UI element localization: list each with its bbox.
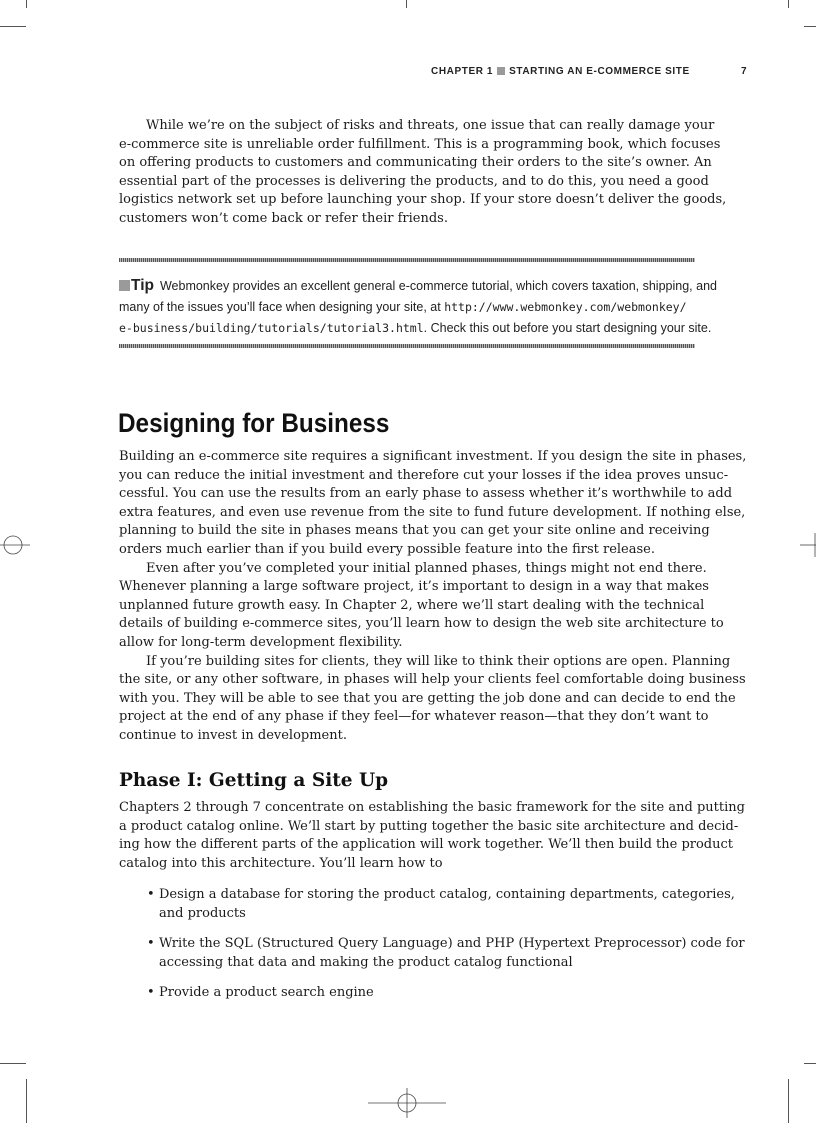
list-item: • Provide a product search engine bbox=[147, 985, 374, 1000]
text-line: project at the end of any phase if they feel—for whatever reason—that they don’t want to bbox=[119, 709, 709, 725]
text-line: ing how the different parts of the application will work together. We’ll then build the product bbox=[119, 837, 734, 853]
text-line: Chapters 2 through 7 concentrate on establishing the basic framework for the site and putting bbox=[119, 800, 745, 815]
section-heading: Designing for Business bbox=[118, 408, 390, 438]
bullet-icon: • bbox=[147, 985, 155, 1000]
text-line: customers won’t come back or refer their friends. bbox=[119, 210, 448, 226]
tip-square-icon bbox=[119, 280, 130, 291]
text-line: a product catalog online. We’ll start by putting together the basic site architecture and decid- bbox=[119, 818, 739, 834]
crop-mark bbox=[406, 0, 407, 8]
text-line: e-commerce site is unreliable order fulfillment. This is a programming book, which focuses bbox=[119, 136, 721, 152]
subsection-heading: Phase I: Getting a Site Up bbox=[119, 770, 389, 791]
tip-top-rule bbox=[119, 258, 695, 262]
tip-text: . Check this out before you start designing your site. bbox=[423, 321, 712, 335]
bullet-list bbox=[147, 885, 735, 923]
text-line: logistics network set up before launching your shop. If your store doesn’t deliver the goods, bbox=[119, 192, 727, 208]
text-line: If you’re building sites for clients, they will like to think their options are open. Planning bbox=[146, 653, 731, 669]
crop-mark bbox=[0, 1063, 26, 1064]
page-number: 7 bbox=[741, 66, 748, 77]
intro-paragraph bbox=[119, 117, 727, 229]
crop-mark bbox=[788, 0, 789, 8]
text-line: on offering products to customers and communicating their orders to the site’s owner. An bbox=[119, 155, 712, 171]
list-item: • Write the SQL (Structured Query Language) and PHP (Hypertext Preprocessor) code for accessing that data and making the product catalog functional bbox=[147, 936, 745, 970]
text-line: While we’re on the subject of risks and threats, one issue that can really damage your bbox=[146, 118, 715, 133]
tip-text: many of the issues you’ll face when designing your site, at bbox=[119, 300, 445, 314]
registration-mark bbox=[368, 1088, 446, 1118]
crop-mark bbox=[788, 1079, 789, 1123]
text-line: planning to build the site in phases means that you can get your site online and receiving bbox=[119, 523, 710, 539]
crop-mark bbox=[804, 1063, 816, 1064]
crop-mark bbox=[26, 0, 27, 8]
crop-mark bbox=[804, 26, 816, 27]
registration-mark bbox=[800, 530, 816, 560]
tip-label: Tip bbox=[131, 277, 154, 294]
text-line: Even after you’ve completed your initial planned phases, things might not end there. bbox=[146, 560, 707, 576]
text-line: details of building e-commerce sites, you’ll learn how to design the web site architecture to bbox=[119, 616, 724, 632]
text-line: continue to invest in development. bbox=[119, 727, 347, 743]
bullet-icon: • bbox=[147, 936, 155, 951]
crop-mark bbox=[0, 26, 26, 27]
registration-mark bbox=[0, 530, 30, 560]
text-line: Whenever planning a large software project, it’s important to design in a way that makes bbox=[119, 579, 709, 595]
bullet-icon: • bbox=[147, 887, 155, 902]
text-line: allow for long-term development flexibility. bbox=[119, 634, 403, 650]
running-header bbox=[431, 66, 751, 80]
text-line: with you. They will be able to see that you are getting the job done and can decide to end the bbox=[119, 690, 736, 706]
tip-text: Webmonkey provides an excellent general e-commerce tutorial, which covers taxation, shipping, and bbox=[159, 279, 717, 293]
text-line: essential part of the processes is delivering the products, and to do this, you need a good bbox=[119, 173, 709, 189]
tip-url: e-business/building/tutorials/tutorial3.html bbox=[119, 321, 424, 335]
text-line: orders much earlier than if you build every possible feature into the first release. bbox=[119, 541, 655, 557]
text-line: catalog into this architecture. You’ll learn how to bbox=[119, 855, 443, 871]
text-line: Building an e-commerce site requires a significant investment. If you design the site in phases, bbox=[119, 449, 747, 464]
list-item: • Design a database for storing the product catalog, containing departments, categories, and products bbox=[147, 887, 735, 921]
section-body bbox=[119, 448, 747, 746]
text-line: the site, or any other software, in phases will help your clients feel comfortable doing business bbox=[119, 672, 746, 688]
bullet-list bbox=[147, 983, 707, 1002]
bullet-list bbox=[147, 934, 745, 972]
tip-url: http://www.webmonkey.com/webmonkey/ bbox=[444, 300, 687, 314]
subsection-body bbox=[119, 799, 745, 873]
tip-bottom-rule bbox=[119, 344, 695, 348]
chapter-label: CHAPTER 1 STARTING AN E-COMMERCE SITE bbox=[431, 66, 690, 77]
text-line: you can reduce the initial investment and therefore cut your losses if the idea proves unsuc- bbox=[119, 467, 729, 483]
square-separator-icon bbox=[497, 67, 505, 75]
text-line: unplanned future growth easy. In Chapter 2, where we’ll start dealing with the technical bbox=[119, 597, 705, 613]
tip-box bbox=[119, 275, 717, 339]
text-line: cessful. You can use the results from an early phase to assess whether it’s worthwhile to add bbox=[119, 486, 733, 502]
text-line: extra features, and even use revenue from the site to fund future development. If nothing else, bbox=[119, 504, 746, 520]
crop-mark bbox=[26, 1079, 27, 1123]
